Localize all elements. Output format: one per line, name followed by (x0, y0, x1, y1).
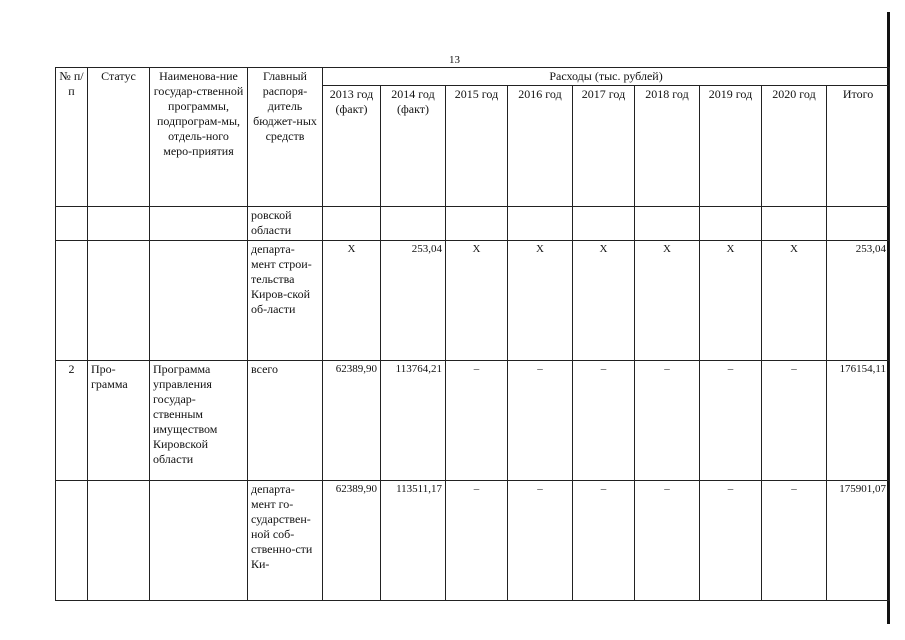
header-year-2016: 2016 год (508, 86, 573, 207)
row-value-2016 (508, 207, 573, 241)
table-row (56, 481, 890, 601)
row-value-2014 (381, 207, 446, 241)
row-value-2016: X (508, 241, 573, 361)
budget-table (55, 67, 890, 601)
header-year-2014: 2014 год (факт) (381, 86, 446, 207)
row-manager: департа-мент строи-тельства Киров-ской об-ласти (248, 241, 323, 361)
row-num (56, 207, 88, 241)
row-manager: всего (248, 361, 323, 481)
row-value-2020: – (762, 361, 827, 481)
row-num (56, 241, 88, 361)
row-name (150, 241, 248, 361)
row-value-2015: – (446, 361, 508, 481)
row-manager: департа-мент го-сударствен-ной соб-ственно-сти Ки- (248, 481, 323, 601)
row-value-2018: – (635, 481, 700, 601)
header-expenses: Расходы (тыс. рублей) (323, 68, 890, 86)
header-manager: Главный распоря-дитель бюджет-ных средств (248, 68, 323, 207)
row-num: 2 (56, 361, 88, 481)
page-number: 13 (449, 54, 460, 66)
header-year-2020: 2020 год (762, 86, 827, 207)
row-value-total (827, 207, 890, 241)
row-status: Про-грамма (88, 361, 150, 481)
row-value-2016: – (508, 481, 573, 601)
row-value-2014: 113764,21 (381, 361, 446, 481)
row-value-2017: – (573, 361, 635, 481)
row-value-2015 (446, 207, 508, 241)
row-status (88, 241, 150, 361)
header-year-2017: 2017 год (573, 86, 635, 207)
header-name: Наименова-ние государ-ственной программы, подпрограм-мы, отдель-ного меро-приятия (150, 68, 248, 207)
row-value-2017: – (573, 481, 635, 601)
row-value-total: 176154,11 (827, 361, 890, 481)
row-value-2019 (700, 207, 762, 241)
row-value-2014: 253,04 (381, 241, 446, 361)
header-year-2013: 2013 год (факт) (323, 86, 381, 207)
row-name (150, 207, 248, 241)
table-row (56, 361, 890, 481)
row-value-2019: – (700, 481, 762, 601)
row-value-2020: X (762, 241, 827, 361)
row-value-2019: X (700, 241, 762, 361)
row-value-2013: X (323, 241, 381, 361)
row-value-2018 (635, 207, 700, 241)
row-manager: ровской области (248, 207, 323, 241)
row-value-2013: 62389,90 (323, 361, 381, 481)
header-year-2015: 2015 год (446, 86, 508, 207)
row-value-2014: 113511,17 (381, 481, 446, 601)
header-total: Итого (827, 86, 890, 207)
row-value-total: 175901,07 (827, 481, 890, 601)
row-value-2018: – (635, 361, 700, 481)
row-value-2015: – (446, 481, 508, 601)
header-num: № п/п (56, 68, 88, 207)
table-row (56, 207, 890, 241)
row-value-total: 253,04 (827, 241, 890, 361)
row-value-2016: – (508, 361, 573, 481)
row-num (56, 481, 88, 601)
row-value-2020 (762, 207, 827, 241)
row-status (88, 481, 150, 601)
header-year-2019: 2019 год (700, 86, 762, 207)
row-value-2013 (323, 207, 381, 241)
row-name: Программа управления государ-ственным имуществом Кировской области (150, 361, 248, 481)
row-value-2017 (573, 207, 635, 241)
row-name (150, 481, 248, 601)
header-row-1 (56, 68, 890, 86)
row-value-2017: X (573, 241, 635, 361)
row-value-2020: – (762, 481, 827, 601)
row-value-2019: – (700, 361, 762, 481)
row-status (88, 207, 150, 241)
row-value-2013: 62389,90 (323, 481, 381, 601)
row-value-2015: X (446, 241, 508, 361)
header-year-2018: 2018 год (635, 86, 700, 207)
header-status: Статус (88, 68, 150, 207)
row-value-2018: X (635, 241, 700, 361)
table-row (56, 241, 890, 361)
